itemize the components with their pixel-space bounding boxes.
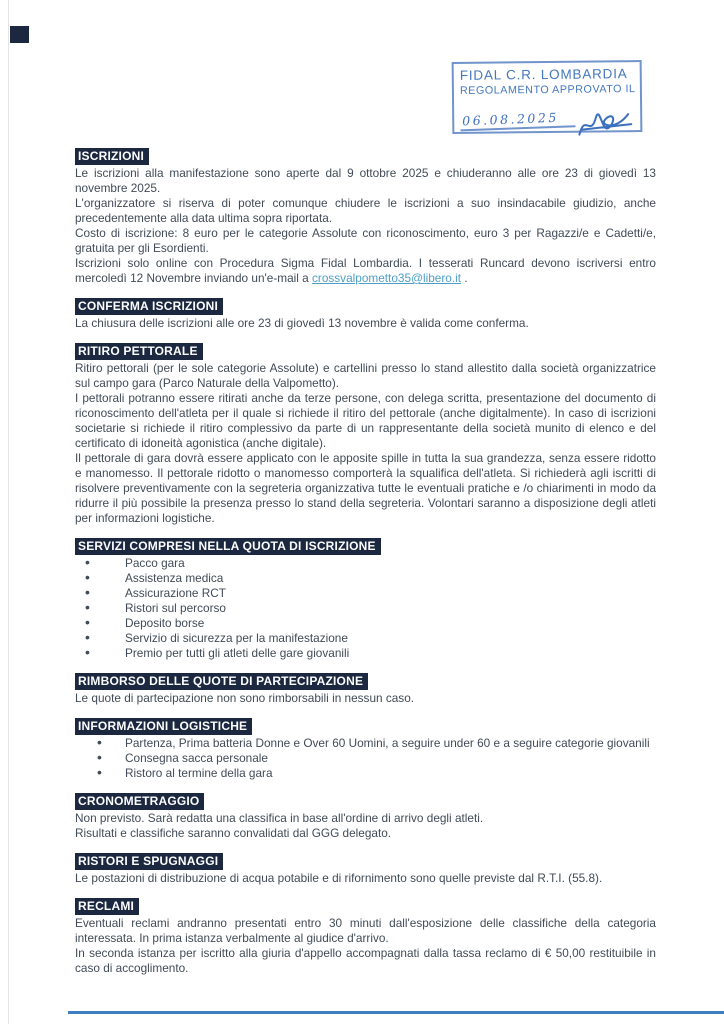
section-ristori-spugnaggi xyxy=(75,852,656,886)
signature-scribble-icon xyxy=(576,106,634,145)
paragraph: Risultati e classifiche saranno convalidati dal GGG delegato. xyxy=(75,826,392,840)
section-title-ristori: RISTORI E SPUGNAGGI xyxy=(75,853,223,870)
list-item: • Premio per tutti gli atleti delle gare giovanili xyxy=(75,646,656,661)
section-title-info-logistiche: INFORMAZIONI LOGISTICHE xyxy=(75,718,252,735)
section-title-cronometraggio: CRONOMETRAGGIO xyxy=(75,793,204,810)
info-logistiche-list xyxy=(75,736,656,781)
paragraph: L'organizzatore si riserva di poter comunque chiudere le iscrizioni a suo insindacabile giudizio, anche precedentemente alla data ultima sopra riportata. xyxy=(75,196,656,225)
paragraph: Ritiro pettorali (per le sole categorie Assolute) e cartellini presso lo stand allestito dalla società organizzatrice sul campo gara (Parco Naturale della Valpometto). xyxy=(75,361,656,390)
section-title-ritiro: RITIRO PETTORALE xyxy=(75,343,203,360)
paragraph: Eventuali reclami andranno presentati entro 30 minuti dall'esposizione delle classifiche della categoria interessata. In prima istanza verbalmente al giudice d'arrivo. xyxy=(75,916,656,945)
list-item: • Pacco gara xyxy=(75,556,656,571)
stamp-org-name: FIDAL C.R. LOMBARDIA xyxy=(459,66,628,83)
paragraph: Le iscrizioni alla manifestazione sono aperte dal 9 ottobre 2025 e chiuderanno alle ore 23 di giovedì 13 novembre 2025. xyxy=(75,166,656,195)
approval-stamp xyxy=(452,60,643,134)
section-ritiro-pettorale xyxy=(75,342,656,526)
section-servizi xyxy=(75,537,656,661)
section-title-servizi: SERVIZI COMPRESI NELLA QUOTA DI ISCRIZIONE xyxy=(75,538,381,555)
corner-mark xyxy=(10,26,29,43)
stamp-date-row xyxy=(460,109,632,133)
section-rimborso xyxy=(75,672,656,706)
section-conferma-iscrizioni xyxy=(75,297,656,331)
section-reclami xyxy=(75,897,656,976)
list-item: • Consegna sacca personale xyxy=(75,751,656,766)
list-item: • Deposito borse xyxy=(75,616,656,631)
paragraph: Costo di iscrizione: 8 euro per le categorie Assolute con riconoscimento, euro 3 per Ragazzi/e e Cadetti/e, gratuita per gli Esordienti. xyxy=(75,226,656,255)
section-informazioni-logistiche xyxy=(75,717,656,781)
section-title-conferma: CONFERMA ISCRIZIONI xyxy=(75,298,223,315)
list-item: • Partenza, Prima batteria Donne e Over 60 Uomini, a seguire under 60 e a seguire categorie giovanili xyxy=(75,736,656,751)
paragraph: La chiusura delle iscrizioni alle ore 23 di giovedì 13 novembre è valida come conferma. xyxy=(75,316,529,330)
stamp-date-handwritten: 06.08.2025 xyxy=(460,109,575,131)
page-edge-shadow xyxy=(8,0,9,1024)
section-cronometraggio xyxy=(75,792,656,841)
list-item: • Assistenza medica xyxy=(75,571,656,586)
list-item: • Ristoro al termine della gara xyxy=(75,766,656,781)
document-body xyxy=(75,147,656,987)
section-iscrizioni xyxy=(75,147,656,286)
paragraph-text: . xyxy=(461,271,468,285)
servizi-list xyxy=(75,556,656,661)
section-title-iscrizioni: ISCRIZIONI xyxy=(75,148,149,165)
paragraph: In seconda istanza per iscritto alla giuria d'appello accompagnati dalla tassa reclamo di € 50,00 restituibile in caso di accoglimento. xyxy=(75,946,656,975)
paragraph: Non previsto. Sarà redatta una classifica in base all'ordine di arrivo degli atleti. xyxy=(75,811,484,825)
email-link[interactable]: crossvalpometto35@libero.it xyxy=(312,271,462,285)
stamp-approval-label: REGOLAMENTO APPROVATO IL xyxy=(459,83,636,97)
section-title-rimborso: RIMBORSO DELLE QUOTE DI PARTECIPAZIONE xyxy=(75,673,368,690)
paragraph: Le postazioni di distribuzione di acqua potabile e di rifornimento sono quelle previste dal R.T.I. (55.8). xyxy=(75,871,603,885)
paragraph: Le quote di partecipazione non sono rimborsabili in nessun caso. xyxy=(75,691,415,705)
paragraph: I pettorali potranno essere ritirati anche da terze persone, con delega scritta, presentazione del documento di riconoscimento dell'atleta per il quale si richiede il ritiro del pettorale (anche digitalmente). In caso di iscrizioni societarie si richiede il ritiro complessivo da parte di un rappresentante della società munito di elenco e del certificato di idoneità agonistica (anche digitale). xyxy=(75,391,656,450)
list-item: • Servizio di sicurezza per la manifestazione xyxy=(75,631,656,646)
list-item: • Assicurazione RCT xyxy=(75,586,656,601)
paragraph-text: Iscrizioni solo online con Procedura Sigma Fidal Lombardia. I tesserati Runcard devono iscriversi entro mercoledì 12 Novembre inviando un'e-mail a xyxy=(75,256,656,285)
paragraph: Il pettorale di gara dovrà essere applicato con le apposite spille in tutta la sua grandezza, senza essere ridotto e manomesso. Il pettorale ridotto o manomesso comporterà la squalifica dell'atleta. Si richiederà agli iscritti di risolvere preventivamente con la segreteria organizzativa tutte le eventuali pratiche e /o chiarimenti in modo da ridurre il più possibile la presenza presso lo stand della segreteria. Volontari saranno a disposizione degli atleti per informazioni logistiche. xyxy=(75,451,656,525)
list-item: • Ristori sul percorso xyxy=(75,601,656,616)
footer-rule xyxy=(68,1011,724,1014)
section-title-reclami: RECLAMI xyxy=(75,898,139,915)
paragraph xyxy=(75,256,656,286)
